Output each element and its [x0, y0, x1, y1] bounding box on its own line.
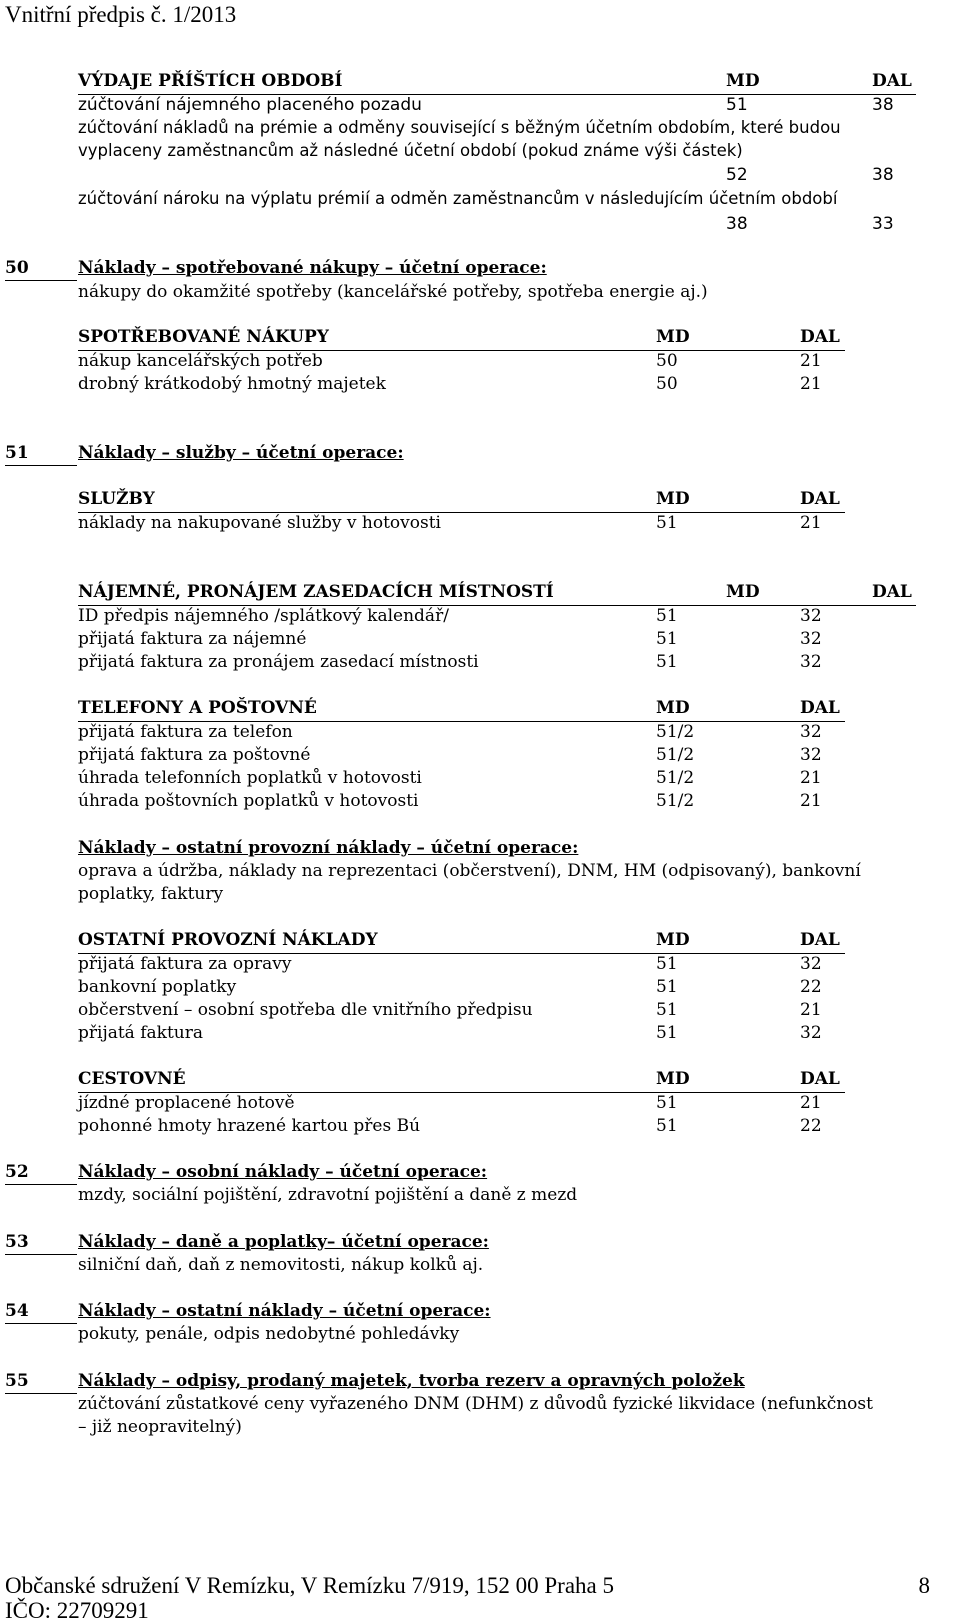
row-md: 51/2 — [656, 722, 695, 742]
dal-header: DAL — [800, 327, 840, 347]
dal-header: DAL — [800, 1069, 840, 1089]
row-md: 51/2 — [656, 768, 695, 788]
subsection-text-line2: poplatky, faktury — [78, 884, 224, 904]
section-rule — [5, 1323, 77, 1324]
table-row — [78, 999, 960, 1021]
section-rule — [5, 1184, 77, 1185]
row-md: 51/2 — [656, 791, 695, 811]
row-dal: 21 — [800, 374, 822, 394]
row-md: 51 — [656, 1000, 678, 1020]
row-dal: 21 — [800, 351, 822, 371]
table-header-telefony — [78, 697, 845, 722]
table-header-cestovne — [78, 1068, 845, 1093]
footer-ico: IČO: 22709291 — [5, 1598, 149, 1623]
table-row — [78, 1092, 960, 1114]
row-dal: 32 — [800, 652, 822, 672]
section-text: nákupy do okamžité spotřeby (kancelářské potřeby, spotřeba energie aj.) — [78, 282, 708, 302]
table-header-vydaje — [78, 70, 916, 95]
table-row — [78, 1022, 960, 1044]
row-label: přijatá faktura za opravy — [78, 954, 292, 974]
row-dal: 32 — [800, 722, 822, 742]
row-label: bankovní poplatky — [78, 977, 237, 997]
row-md: 51/2 — [656, 745, 695, 765]
row-md: 51 — [656, 652, 678, 672]
section-rule — [5, 1393, 77, 1394]
row-md: 52 — [726, 165, 748, 185]
section-54-heading — [5, 1300, 905, 1324]
table-header-spotrebovane — [78, 326, 845, 351]
table-row — [78, 373, 960, 395]
dal-header: DAL — [872, 582, 912, 602]
row-label: náklady na nakupované služby v hotovosti — [78, 513, 441, 533]
dal-header: DAL — [800, 489, 840, 509]
row-md: 51 — [656, 629, 678, 649]
row-label-line2: vyplaceny zaměstnancům až následné účetní období (pokud známe výši částek) — [78, 141, 743, 160]
section-number: 53 — [5, 1232, 29, 1252]
row-md: 50 — [656, 374, 678, 394]
row-dal: 38 — [872, 95, 894, 115]
row-dal: 22 — [800, 977, 822, 997]
section-rule — [5, 280, 77, 281]
table-row — [78, 976, 960, 998]
table-row — [78, 721, 960, 743]
page-number: 8 — [918, 1573, 930, 1598]
table-header-najemne — [78, 581, 916, 606]
row-md: 51 — [656, 513, 678, 533]
section-number: 50 — [5, 258, 29, 278]
row-label: přijatá faktura za nájemné — [78, 629, 307, 649]
section-51-heading — [5, 442, 905, 466]
table-title: SLUŽBY — [78, 489, 155, 509]
row-md: 51 — [656, 1116, 678, 1136]
md-header: MD — [656, 698, 690, 718]
row-dal: 21 — [800, 1093, 822, 1113]
section-rule — [5, 465, 77, 466]
section-title: Náklady – spotřebované nákupy – účetní operace: — [78, 258, 547, 278]
row-dal: 33 — [872, 214, 894, 234]
table-row-values — [78, 164, 960, 186]
row-dal: 22 — [800, 1116, 822, 1136]
row-dal: 32 — [800, 629, 822, 649]
row-md: 51 — [656, 1023, 678, 1043]
table-title: VÝDAJE PŘÍŠTÍCH OBDOBÍ — [78, 71, 343, 91]
section-text-line1: zúčtování zůstatkové ceny vyřazeného DNM (DHM) z důvodů fyzické likvidace (nefunkčnost — [78, 1394, 873, 1414]
row-dal: 21 — [800, 1000, 822, 1020]
row-label: úhrada poštovních poplatků v hotovosti — [78, 791, 419, 811]
section-number: 52 — [5, 1162, 29, 1182]
section-55-heading — [5, 1370, 905, 1394]
row-label: zúčtování nájemného placeného pozadu — [78, 95, 422, 115]
section-title: Náklady – odpisy, prodaný majetek, tvorba rezerv a opravných položek — [78, 1371, 745, 1391]
section-number: 51 — [5, 443, 29, 463]
table-row — [78, 94, 960, 116]
table-row — [78, 744, 960, 766]
row-dal: 32 — [800, 1023, 822, 1043]
md-header: MD — [726, 71, 760, 91]
row-label: úhrada telefonních poplatků v hotovosti — [78, 768, 422, 788]
row-label: pohonné hmoty hrazené kartou přes Bú — [78, 1116, 421, 1136]
table-row — [78, 790, 960, 812]
section-title: Náklady – daně a poplatky– účetní operace: — [78, 1232, 489, 1252]
row-label: nákup kancelářských potřeb — [78, 351, 323, 371]
section-53-heading — [5, 1231, 905, 1255]
row-label: přijatá faktura — [78, 1023, 203, 1043]
row-md: 50 — [656, 351, 678, 371]
row-md: 51 — [726, 95, 748, 115]
table-row — [78, 350, 960, 372]
row-dal: 38 — [872, 165, 894, 185]
subsection-text-line1: oprava a údržba, náklady na reprezentaci (občerstvení), DNM, HM (odpisovaný), bankovní — [78, 861, 861, 881]
row-label: ID předpis nájemného /splátkový kalendář/ — [78, 606, 449, 626]
md-header: MD — [726, 582, 760, 602]
md-header: MD — [656, 489, 690, 509]
row-label: přijatá faktura za poštovné — [78, 745, 311, 765]
subsection-title: Náklady – ostatní provozní náklady – účetní operace: — [78, 838, 579, 858]
row-dal: 32 — [800, 745, 822, 765]
document-header: Vnitřní předpis č. 1/2013 — [5, 2, 237, 27]
row-dal: 21 — [800, 768, 822, 788]
table-header-sluzby — [78, 488, 845, 513]
md-header: MD — [656, 327, 690, 347]
row-md: 51 — [656, 1093, 678, 1113]
dal-header: DAL — [800, 698, 840, 718]
row-md: 38 — [726, 214, 748, 234]
table-title: CESTOVNÉ — [78, 1069, 186, 1089]
table-row-values — [78, 213, 960, 235]
section-number: 55 — [5, 1371, 29, 1391]
row-label: zúčtování nároku na výplatu prémií a odměn zaměstnancům v následujícím účetním období — [78, 189, 838, 208]
row-label: občerstvení – osobní spotřeba dle vnitřního předpisu — [78, 1000, 533, 1020]
section-title: Náklady – služby – účetní operace: — [78, 443, 404, 463]
table-title: OSTATNÍ PROVOZNÍ NÁKLADY — [78, 930, 378, 950]
section-text: silniční daň, daň z nemovitosti, nákup kolků aj. — [78, 1255, 484, 1275]
table-row — [78, 953, 960, 975]
table-title: SPOTŘEBOVANÉ NÁKUPY — [78, 327, 329, 347]
dal-header: DAL — [800, 930, 840, 950]
section-rule — [5, 1254, 77, 1255]
row-label: jízdné proplacené hotově — [78, 1093, 295, 1113]
section-text-line2: – již neopravitelný) — [78, 1417, 242, 1437]
md-header: MD — [656, 930, 690, 950]
table-title: TELEFONY A POŠTOVNÉ — [78, 698, 317, 718]
section-title: Náklady – osobní náklady – účetní operace: — [78, 1162, 488, 1182]
row-label: drobný krátkodobý hmotný majetek — [78, 374, 386, 394]
table-row — [78, 767, 960, 789]
row-label: přijatá faktura za telefon — [78, 722, 293, 742]
dal-header: DAL — [872, 71, 912, 91]
row-dal: 32 — [800, 606, 822, 626]
row-md: 51 — [656, 606, 678, 626]
row-dal: 21 — [800, 513, 822, 533]
table-row — [78, 605, 960, 627]
section-text: mzdy, sociální pojištění, zdravotní pojištění a daně z mezd — [78, 1185, 578, 1205]
section-50-heading — [5, 257, 905, 281]
table-row — [78, 651, 960, 673]
row-md: 51 — [656, 954, 678, 974]
table-row — [78, 1115, 960, 1137]
table-header-ostatni — [78, 929, 845, 954]
table-row — [78, 628, 960, 650]
table-title: NÁJEMNÉ, PRONÁJEM ZASEDACÍCH MÍSTNOSTÍ — [78, 582, 554, 602]
table-row — [78, 512, 960, 534]
row-dal: 21 — [800, 791, 822, 811]
section-52-heading — [5, 1161, 905, 1185]
row-label: přijatá faktura za pronájem zasedací místnosti — [78, 652, 479, 672]
row-md: 51 — [656, 977, 678, 997]
md-header: MD — [656, 1069, 690, 1089]
row-label-line1: zúčtování nákladů na prémie a odměny související s běžným účetním obdobím, které budou — [78, 118, 841, 137]
section-text: pokuty, penále, odpis nedobytné pohledávky — [78, 1324, 460, 1344]
section-number: 54 — [5, 1301, 29, 1321]
row-dal: 32 — [800, 954, 822, 974]
section-title: Náklady – ostatní náklady – účetní operace: — [78, 1301, 491, 1321]
footer-organization: Občanské sdružení V Remízku, V Remízku 7/919, 152 00 Praha 5 — [5, 1573, 614, 1598]
